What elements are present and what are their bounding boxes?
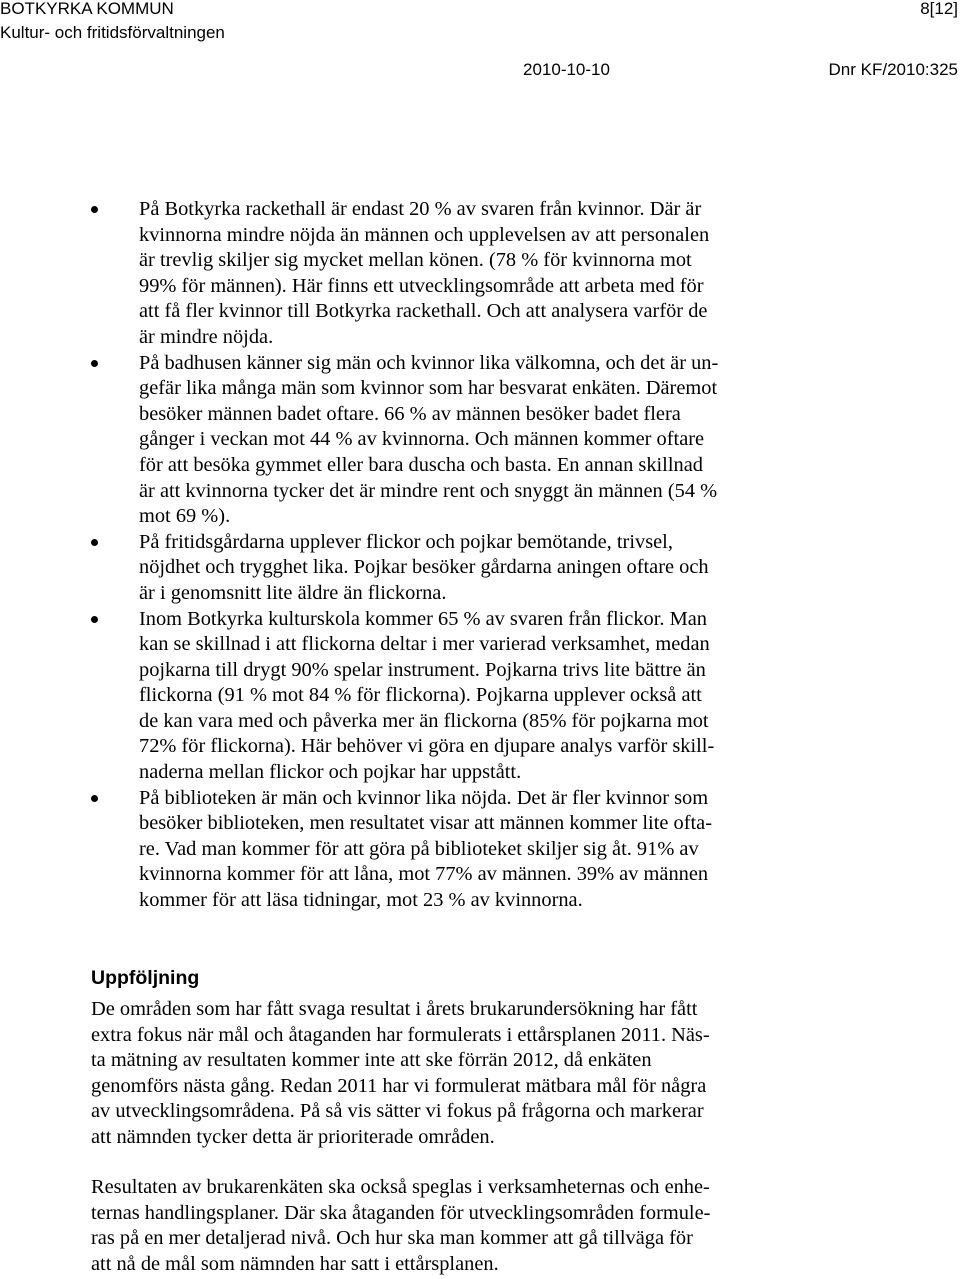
department-name: Kultur- och fritidsförvaltningen <box>0 23 225 42</box>
document-reference: Dnr KF/2010:325 <box>828 60 958 79</box>
bullet-item-rackethall <box>0 197 959 351</box>
bullet-text: På Botkyrka rackethall är endast 20 % av svaren från kvinnor. Där är kvinnorna mindre nöjda än männen och upplevelsen av att personalen är trevlig skiljer sig mycket mellan könen. (78 % för kvinnorna mot 99% för männen). Här finns ett utvecklingsområde att arbeta med för att få fler kvinnor till Botkyrka rackethall. Och att analysera varför de är mindre nöjda. <box>139 198 710 348</box>
section-heading-uppfoljning: Uppföljning <box>91 967 200 989</box>
bullet-text: På badhusen känner sig män och kvinnor lika välkomna, och det är un- gefär lika många män som kvinnor som har besvarat enkäten. Däremot besöker männen badet oftare. 66 % av männen besöker badet flera gånger i veckan mot 44 % av kvinnorna. Och männen kommer oftare för att besöka gymmet eller bara duscha och basta. En annan skillnad är att kvinnorna tycker det är mindre rent och snyggt än männen (54 % mot 69 %). <box>139 351 719 528</box>
findings-bullet-list <box>0 197 960 914</box>
bullet-icon <box>91 786 101 812</box>
bullet-item-bibliotek <box>0 786 959 914</box>
bullet-item-badhus <box>0 351 959 530</box>
followup-paragraph-1: De områden som har fått svaga resultat i årets brukarundersökning har fått extra fokus när mål och åtaganden har formulerats i ettårsplanen 2011. Näs- ta mätning av resultaten kommer inte att ske förrän 2012, då enkäten genomförs nästa gång. Redan 2011 har vi formulerat mätbara mål för några av utvecklingsområdena. På så vis sätter vi fokus på frågorna och markerar att nämnden tycker detta är prioriterade områden. <box>91 998 710 1148</box>
bullet-item-kulturskola <box>0 607 959 786</box>
bullet-text: På biblioteken är män och kvinnor lika nöjda. Det är fler kvinnor som besöker biblioteken, men resultatet visar att männen kommer lite ofta- re. Vad man kommer för att göra på biblioteket skiljer sig åt. 91% av kvinnorna kommer för att låna, mot 77% av männen. 39% av männen kommer för att läsa tidningar, mot 23 % av kvinnorna. <box>139 786 713 912</box>
bullet-icon <box>91 530 101 556</box>
bullet-text: Inom Botkyrka kulturskola kommer 65 % av svaren från flickor. Man kan se skillnad i att flickorna deltar i mer varierad verksamhet, medan pojkarna till drygt 90% spelar instrument. Pojkarna trivs lite bättre än flickorna (91 % mot 84 % för flickorna). Pojkarna upplever också att de kan vara med och påverka mer än flickorna (85% för pojkarna mot 72% för flickorna). Här behöver vi göra en djupare analys varför skill- naderna mellan flickor och pojkar har uppstått. <box>139 607 715 784</box>
bullet-icon <box>91 607 101 633</box>
bullet-icon <box>91 197 101 223</box>
page-number: 8[12] <box>920 0 958 18</box>
bullet-item-fritidsgardar <box>0 530 959 607</box>
bullet-text: På fritidsgårdarna upplever flickor och pojkar bemötande, trivsel, nöjdhet och trygghet lika. Pojkar besöker gårdarna aningen oftare och är i genomsnitt lite äldre än flickorna. <box>139 530 709 604</box>
bullet-icon <box>91 351 101 377</box>
organization-name: BOTKYRKA KOMMUN <box>0 0 174 18</box>
followup-paragraph-2: Resultaten av brukarenkäten ska också speglas i verksamheternas och enhe- ternas handlingsplaner. Där ska åtaganden för utvecklingsområden formule- ras på en mer detaljerad nivå. Och hur ska man kommer att gå tillväga för att nå de mål som nämnden har satt i ettårsplanen. <box>91 1176 711 1275</box>
document-date: 2010-10-10 <box>523 60 610 79</box>
